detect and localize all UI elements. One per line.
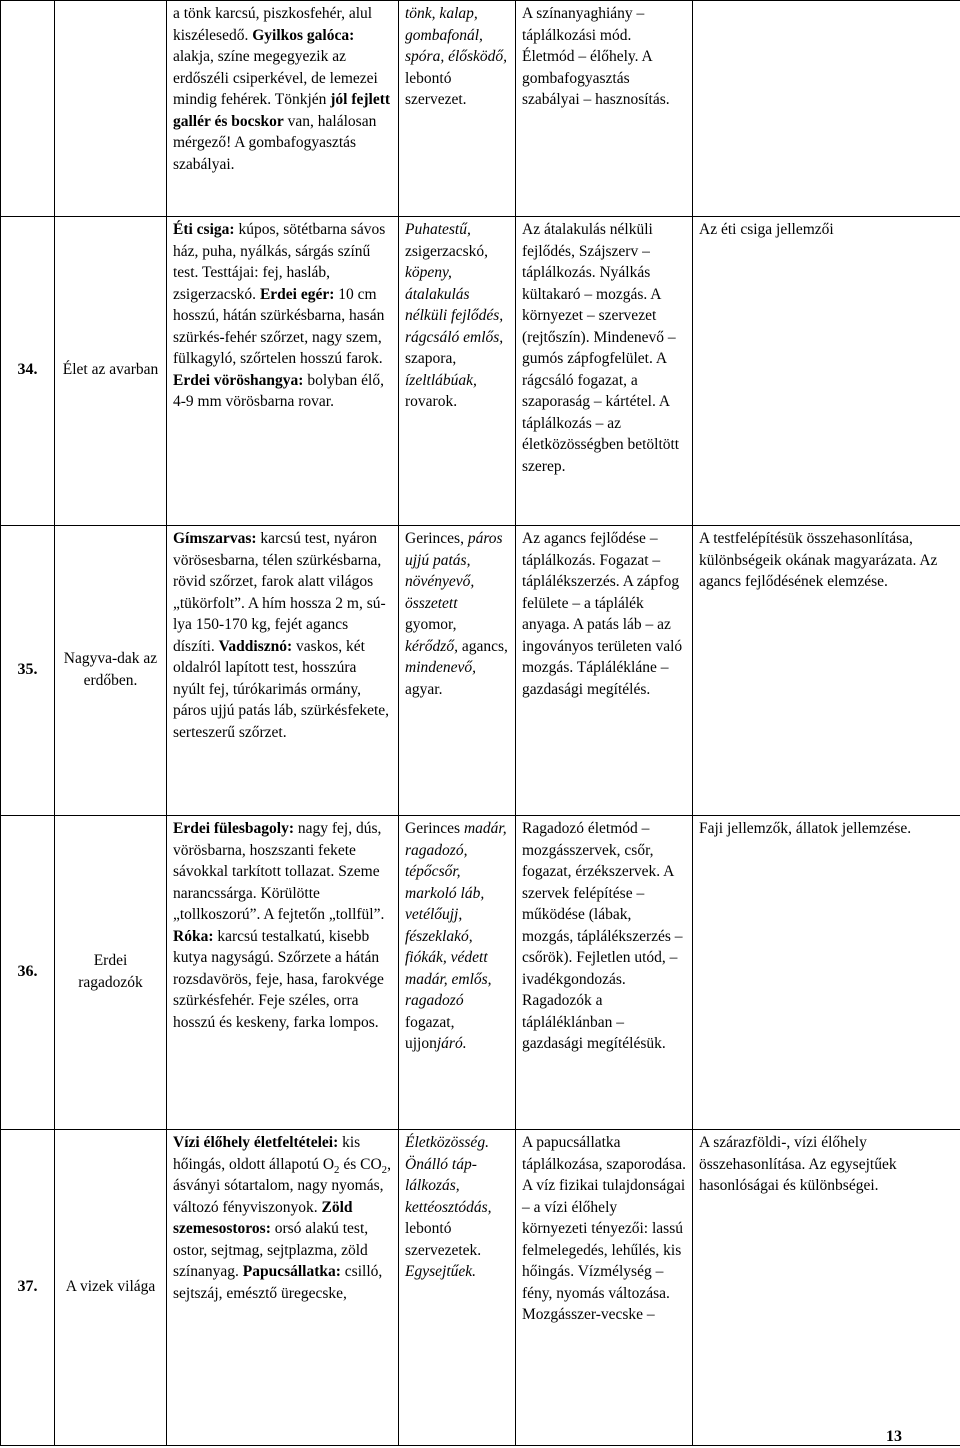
text-run: Egysejtűek. (405, 1263, 476, 1280)
text-run: mindenevő, (405, 659, 476, 676)
page-number: 13 (886, 1426, 902, 1448)
lesson-content (167, 217, 399, 526)
text-run: rovarok. (405, 393, 457, 410)
text-run: szapora, (405, 350, 456, 367)
text-run: a tönk karcsú, piszkosfehér, alul kiszélesedő. (173, 5, 372, 44)
lesson-topic: Nagyva-dak az erdőben. (55, 526, 167, 816)
text-run: orsó alakú test, ostor, sejtmag, sejtplazma, zöld színanyag. (173, 1220, 368, 1280)
lesson-number: 35. (1, 526, 55, 816)
text-run: lebontó szervezet. (405, 70, 467, 109)
lesson-connections (693, 1, 960, 217)
lesson-concepts (399, 816, 516, 1130)
text-run: Papucsállatka: (243, 1263, 341, 1280)
text-run: karcsú testalkatú, kisebb kutya nagyságú. Szőrzete a hátán rozsdavörös, feje, hasa, farokvége szürkésfehér. Feje széles, orra hosszú és keskeny, farka lompos. (173, 928, 384, 1031)
text-run: 2 (334, 1164, 339, 1176)
lesson-topic: A vizek világa (55, 1130, 167, 1446)
text-run: Zöld szemesostoros: (173, 1199, 353, 1238)
lesson-connections: A szárazföldi-, vízi élőhely összehasonlítása. Az egysejtűek hasonlóságai és különbségei. (693, 1130, 960, 1446)
text-run: fogazat, ujjon (405, 1014, 454, 1053)
text-run: nagy fej, dús, vörösbarna, hoszszanti fekete sávokkal tarkított tollazat. Szeme narancssárga. Körülötte „tollkoszorú”. A fejtetőn „tollfül”. (173, 820, 384, 923)
table-row (1, 217, 960, 526)
text-run: Életközösség. Önálló táplálkozás, kettéosztódás, (405, 1134, 492, 1216)
text-run: páros ujjú patás, növényevő, összetett (405, 530, 503, 612)
table-row (1, 526, 960, 816)
text-run: kúpos, sötétbarna sávos ház, puha, nyálkás, sárgás színű test. Testtájai: fej, hasláb, zsigerzacskó. (173, 221, 385, 303)
table-row (1, 1130, 960, 1446)
table-row (1, 816, 960, 1130)
lesson-content (167, 1130, 399, 1446)
lesson-number: 36. (1, 816, 55, 1130)
lesson-content (167, 526, 399, 816)
lesson-activities: A színanyaghiány – táplálkozási mód. Életmód – élőhely. A gombafogyasztás szabályai – hasznosítás. (516, 1, 693, 217)
lesson-topic: Erdei ragadozók (55, 816, 167, 1130)
lesson-topic (55, 1, 167, 217)
text-run: köpeny, átalakulás nélküli fejlődés, rágcsáló emlős, (405, 264, 503, 346)
text-run: Gímszarvas: (173, 530, 257, 547)
text-run: , ásványi sótartalom, nagy nyomás, változó fényviszonyok. (173, 1156, 391, 1216)
lesson-concepts (399, 217, 516, 526)
text-run: kis hőingás, oldott állapotú O (173, 1134, 360, 1173)
text-run: Puhatestű, (405, 221, 471, 238)
text-run: madár, ragadozó, tépőcsőr, markoló láb, vetélőujj, fészeklakó, fiókák, védett madár, emlős, ragadozó (405, 820, 507, 1009)
lesson-concepts (399, 1, 516, 217)
lesson-concepts (399, 1130, 516, 1446)
text-run: bolyban élő, 4-9 mm vörösbarna rovar. (173, 372, 384, 411)
table-row (1, 1, 960, 217)
text-run: alakja, színe megegyezik az erdőszéli csiperkével, de lemezei mindig fehérek. Tönkjén (173, 48, 378, 108)
text-run: agancs, (462, 638, 508, 655)
text-run: lebontó szervezetek. (405, 1220, 481, 1259)
lesson-topic: Élet az avarban (55, 217, 167, 526)
text-run: van, halálosan mérgező! A gombafogyasztás szabályai. (173, 113, 376, 173)
text-run: kérődző, (405, 638, 462, 655)
lesson-number: 34. (1, 217, 55, 526)
lesson-activities: A papucsállatka táplálkozása, szaporodása. A víz fizikai tulajdonságai – a vízi élőhely környezeti tényezői: lassú felmelegedés, lehűlés, kis hőingás. Vízmélység – fény, nyomás változása. Mozgásszer-vecske – (516, 1130, 693, 1446)
text-run: karcsú test, nyáron vörösesbarna, télen szürkésbarna, rövid szőrzet, farok alatt világos „tükörfolt”. A hím hossza 2 m, súlya 150-170 kg, fejét agancs díszíti. (173, 530, 386, 655)
lesson-number (1, 1, 55, 217)
text-run: Vaddisznó: (219, 638, 293, 655)
lesson-content (167, 1, 399, 217)
text-run: gyomor, (405, 616, 456, 633)
text-run: Róka: (173, 928, 213, 945)
lesson-content (167, 816, 399, 1130)
text-run: vaskos, két oldalról lapított test, hosszúra nyúlt fej, túrókarimás ormány, páros ujjú patás láb, szürkésfekete, serteszerű szőrzet. (173, 638, 389, 741)
text-run: járó. (437, 1035, 467, 1052)
lesson-number: 37. (1, 1130, 55, 1446)
text-run: csilló, sejtszáj, emésztő üregecske, (173, 1263, 382, 1302)
text-run: Gyilkos galóca: (252, 27, 354, 44)
text-run: ízeltlábúak, (405, 372, 477, 389)
text-run: 10 cm hosszú, hátán szürkésbarna, hasán szürkés-fehér szőrzet, nagy szem, fülkagyló, szőrtelen hosszú farok. (173, 286, 384, 368)
text-run: Gerinces, (405, 530, 468, 547)
text-run: Éti csiga: (173, 221, 235, 238)
lesson-activities: Ragadozó életmód – mozgásszervek, csőr, fogazat, érzékszervek. A szervek felépítése – működése (lábak, mozgás, táplálékszerzés – csőrök). Fejletlen utód, – ivadékgondozás. Ragadozók a tápláléklánban – gazdasági megítélésük. (516, 816, 693, 1130)
text-run: tönk, kalap, gombafonál, spóra, élősködő, (405, 5, 507, 65)
text-run: 2 (382, 1164, 387, 1176)
text-run: Vízi élőhely életfeltételei: (173, 1134, 338, 1151)
lesson-connections: Az éti csiga jellemzői (693, 217, 960, 526)
lesson-activities: Az agancs fejlődése – táplálkozás. Fogazat – táplálékszerzés. A zápfog felülete – a táplálék anyaga. A patás láb – az ingoványos területen való mozgás. Táplálékláne – gazdasági megítélés. (516, 526, 693, 816)
text-run: Gerinces (405, 820, 464, 837)
text-run: Erdei fülesbagoly: (173, 820, 294, 837)
text-run: és CO (339, 1156, 381, 1173)
lesson-concepts (399, 526, 516, 816)
text-run: zsigerzacskó, (405, 243, 488, 260)
lesson-connections: Faji jellemzők, állatok jellemzése. (693, 816, 960, 1130)
text-run: Erdei egér: (260, 286, 334, 303)
text-run: jól fejlett gallér és bocskor (173, 91, 390, 130)
text-run: Erdei vöröshangya: (173, 372, 303, 389)
lesson-activities: Az átalakulás nélküli fejlődés, Szájszerv – táplálkozás. Nyálkás kültakaró – mozgás. A környezet – szervezet (rejtőszín). Mindenevő – gumós zápfogfelület. A rágcsáló fogazat, a szaporaság – kártétel. A táplálkozás – az életközösségben betöltött szerep. (516, 217, 693, 526)
text-run: agyar. (405, 681, 442, 698)
lesson-connections: A testfelépítésük összehasonlítása, különbségeik okának magyarázata. Az agancs fejlődésének elemzése. (693, 526, 960, 816)
